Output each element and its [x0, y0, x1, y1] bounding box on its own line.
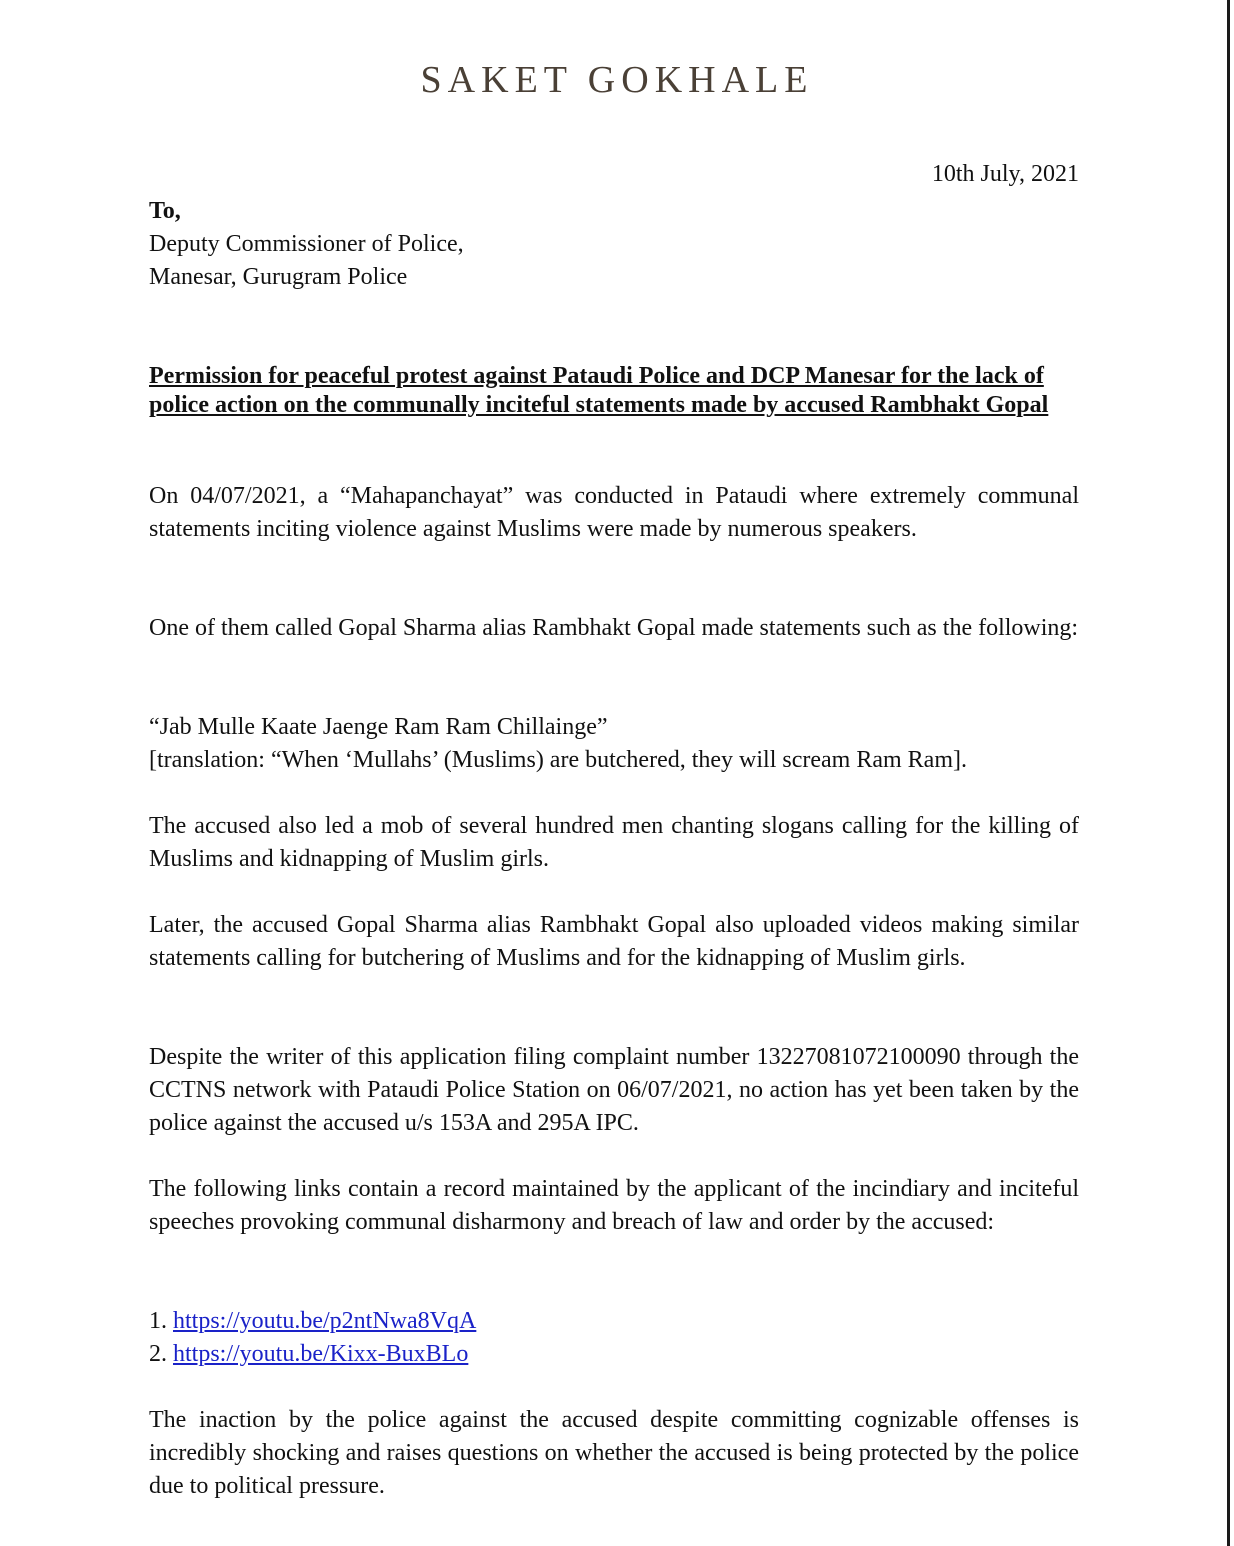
- subject-heading: Permission for peaceful protest against Pataudi Police and DCP Manesar for the lack of police action on the communally inciteful statements made by accused Rambhakt Gopal: [149, 363, 1049, 418]
- recipient-line-2: Manesar, Gurugram Police: [149, 264, 408, 290]
- paragraph-mob: The accused also led a mob of several hundred men chanting slogans calling for the killing of Muslims and kidnapping of Muslim girls.: [149, 813, 1079, 872]
- letter-date: 10th July, 2021: [931, 161, 1079, 187]
- links-list: [149, 1305, 1079, 1371]
- youtube-link[interactable]: https://youtu.be/p2ntNwa8VqA: [173, 1308, 477, 1334]
- paragraph-mahapanchayat: On 04/07/2021, a “Mahapanchayat” was conducted in Pataudi where extremely communal statements inciting violence against Muslims were made by numerous speakers.: [149, 483, 1079, 542]
- quote-translation: [translation: “When ‘Mullahs’ (Muslims) are butchered, they will scream Ram Ram].: [149, 747, 967, 773]
- letterhead: SAKET GOKHALE: [420, 59, 814, 101]
- link-number: 1.: [149, 1308, 167, 1334]
- recipient-line-1: Deputy Commissioner of Police,: [149, 231, 464, 257]
- paragraph-links-intro: The following links contain a record maintained by the applicant of the incindiary and inciteful speeches provoking communal disharmony and breach of law and order by the accused:: [149, 1176, 1079, 1235]
- paragraph-inaction: The inaction by the police against the accused despite committing cognizable offenses is incredibly shocking and raises questions on whether the accused is being protected by the police due to political pressure.: [149, 1407, 1079, 1499]
- page-edge-border: [1227, 0, 1230, 1546]
- paragraph-statements: One of them called Gopal Sharma alias Rambhakt Gopal made statements such as the following:: [149, 615, 1079, 641]
- youtube-link[interactable]: https://youtu.be/Kixx-BuxBLo: [173, 1341, 469, 1367]
- recipient-address: [149, 195, 1079, 294]
- to-label: To,: [149, 198, 181, 224]
- quote-text: “Jab Mulle Kaate Jaenge Ram Ram Chillainge”: [149, 714, 608, 740]
- paragraph-complaint: Despite the writer of this application filing complaint number 13227081072100090 through the CCTNS network with Pataudi Police Station on 06/07/2021, no action has yet been taken by the police against the accused u/s 153A and 295A IPC.: [149, 1044, 1079, 1136]
- link-number: 2.: [149, 1341, 167, 1367]
- list-item: [149, 1338, 1079, 1371]
- paragraph-videos: Later, the accused Gopal Sharma alias Rambhakt Gopal also uploaded videos making similar statements calling for butchering of Muslims and for the kidnapping of Muslim girls.: [149, 912, 1079, 971]
- quote-block: [149, 711, 1079, 777]
- list-item: [149, 1305, 1079, 1338]
